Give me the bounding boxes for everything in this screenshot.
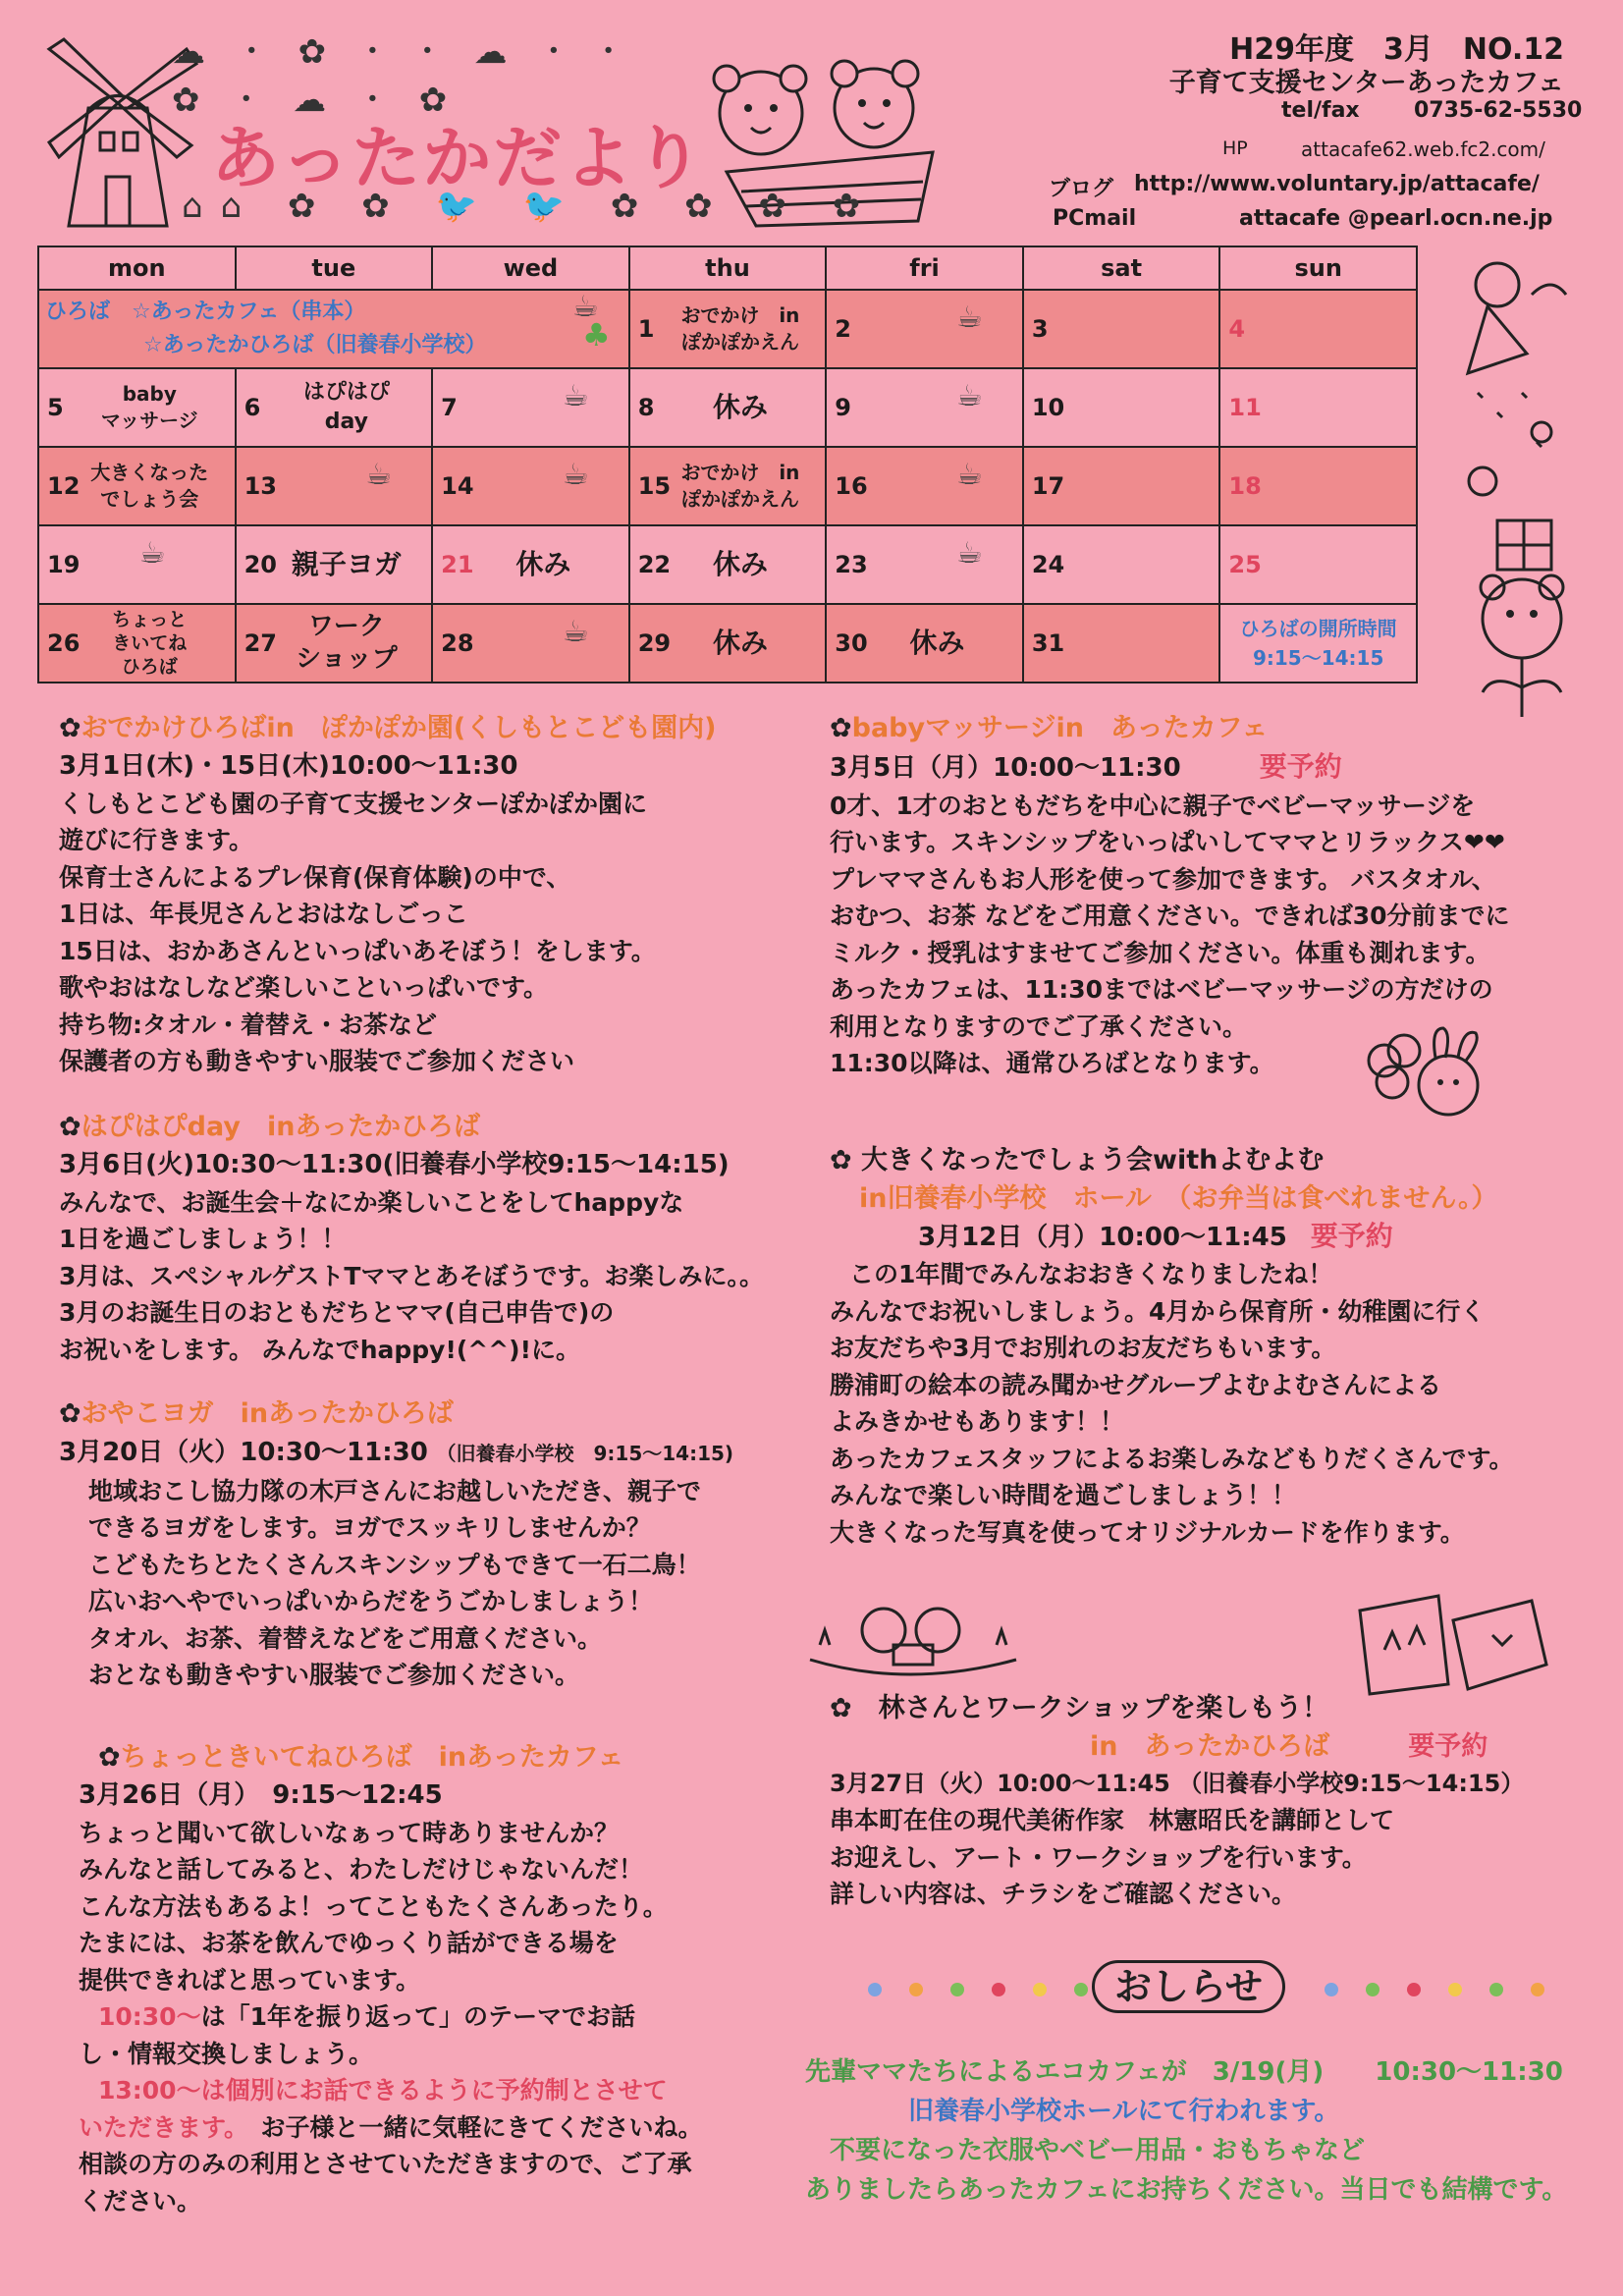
body-line: おむつ、お茶 などをご用意ください。できれば30分前までに — [830, 902, 1510, 930]
calendar-day — [1219, 525, 1417, 604]
body-line: こどもたちとたくさんスキンシップもできて一石二鳥！ — [88, 1550, 701, 1579]
day-event: ワーク ショップ — [296, 612, 398, 674]
calendar-day — [1219, 290, 1417, 368]
body-line: 3月は、スペシャルゲストTママとあそぼうです。お楽しみに。。 — [59, 1261, 764, 1290]
day-number: 29 — [637, 629, 672, 657]
calendar-day — [826, 525, 1023, 604]
body-line: 大きくなった写真を使ってオリジナルカードを作ります。 — [830, 1517, 1465, 1547]
event-date: 3月6日(火)10:30～11:30(旧養春小学校9:15～14:15) — [59, 1150, 730, 1179]
cup-icon: ☕ — [562, 379, 589, 413]
calendar-day — [432, 604, 629, 683]
body-line: 提供できればと思っています。 — [79, 1965, 421, 1995]
event-date: 3月5日（月）10:00～11:30 — [830, 753, 1181, 783]
calendar-week-3 — [38, 447, 1417, 525]
cup-icon: ☕ — [562, 458, 589, 492]
calendar-week-1 — [38, 290, 1417, 368]
clouds-decoration: ☁ ･ ✿ ･ ･ ☁ ･ ･ ✿ ･ ☁ ･ ✿ — [172, 32, 631, 120]
flower-icon: ✿ — [830, 713, 852, 743]
section-yoga — [59, 1394, 805, 1694]
notice-line: 不要になった衣服やベビー用品・おもちゃなど — [830, 2136, 1365, 2165]
day-number: 19 — [47, 551, 81, 578]
calendar-day — [38, 447, 236, 525]
issue-number: H29年度 3月 NO.12 — [1229, 32, 1564, 67]
section-notice — [805, 2052, 1591, 2210]
day-event: 休み — [712, 391, 768, 423]
section-title — [59, 709, 805, 748]
body-line: し・情報交換しましょう。 — [79, 2039, 374, 2068]
day-number: 21 — [441, 551, 474, 578]
cup-icon: ☕ — [955, 301, 983, 335]
section-hayashi — [830, 1689, 1596, 1913]
body-line: 利用となりますのでご了承ください。 — [830, 1011, 1248, 1041]
body-line: この1年間でみんなおおきくなりましたね！ — [849, 1260, 1333, 1288]
blog-label: ブログ — [1049, 177, 1114, 201]
day-number: 17 — [1031, 472, 1065, 500]
body-line: あったカフェは、11:30まではベビーマッサージの方だけの — [830, 975, 1493, 1004]
blog-url[interactable]: http://www.voluntary.jp/attacafe/ — [1134, 172, 1540, 196]
calendar-day — [38, 368, 236, 447]
subtitle-in: in — [1090, 1731, 1118, 1762]
title-part-a: はぴはぴday in — [81, 1112, 296, 1142]
time-1030: 10:30～ — [98, 2002, 201, 2031]
section-title — [830, 1141, 1596, 1180]
section-odekake — [59, 709, 805, 1080]
body-line: 3月のお誕生日のおともだちとママ(自己申告で)の — [59, 1298, 615, 1327]
reservation-badge: 要予約 — [1408, 1731, 1488, 1762]
event-date: 3月27日（火）10:00～11:45 （旧養春小学校9:15～14:15） — [830, 1769, 1525, 1797]
body-line: 広いおへやでいっぱいからだをうごかしましょう！ — [88, 1587, 654, 1615]
day-number: 9 — [835, 394, 851, 421]
notice-line: 先輩ママたちによるエコカフェが — [805, 2057, 1187, 2087]
time-1300-cont: いただきます。 — [79, 2112, 237, 2142]
flower-icon: ✿ — [59, 1112, 81, 1142]
day-number: 5 — [47, 394, 64, 421]
body-line: 行います。スキンシップをいっぱいしてママとリラックス❤❤ — [830, 828, 1505, 856]
day-event: 休み — [712, 627, 768, 659]
rabbit-clover-illustration — [1355, 1021, 1492, 1133]
event-date-note: （旧養春小学校 9:15～14:15) — [436, 1442, 734, 1465]
day-number: 22 — [637, 551, 672, 578]
day-number: 13 — [243, 472, 277, 500]
calendar-day — [1023, 525, 1220, 604]
calendar-day — [236, 447, 433, 525]
day-header-wed: wed — [432, 246, 629, 290]
day-number: 4 — [1228, 315, 1246, 343]
day-event: 大きくなった でしょう会 — [90, 461, 209, 511]
calendar-day — [432, 525, 629, 604]
body-line: お友だちや3月でお別れのお友だちもいます。 — [830, 1334, 1336, 1362]
body-line: 持ち物:タオル・着替え・お茶など — [59, 1010, 437, 1039]
body-line: 串本町在住の現代美術作家 林憲昭氏を講師として — [830, 1806, 1395, 1834]
day-number: 30 — [835, 629, 868, 657]
day-number: 20 — [243, 551, 277, 578]
body-line: 詳しい内容は、チラシをご確認ください。 — [830, 1880, 1297, 1908]
body-line: お子様と一緒に気軽にきてくださいね。 — [260, 2112, 703, 2142]
calendar-day — [629, 368, 827, 447]
calendar-day — [1023, 290, 1220, 368]
body-line: みんなと話してみると、わたしだけじゃないんだ！ — [79, 1855, 644, 1884]
section-title — [59, 1108, 805, 1147]
dots-decoration-left — [854, 1982, 1102, 2000]
notice-line: 旧養春小学校ホールにて行われます。 — [908, 2097, 1340, 2126]
event-date: 3月26日（月） 9:15～12:45 — [79, 1780, 443, 1810]
body-line: 勝浦町の絵本の読み聞かせグループよむよむさんによる — [830, 1370, 1442, 1399]
day-number: 2 — [835, 315, 851, 343]
body-line: 遊びに行きます。 — [59, 826, 254, 854]
day-number: 27 — [243, 629, 277, 657]
day-number: 3 — [1031, 315, 1049, 343]
title-part-b: ぽかぽか園(くしもとこども園内) — [320, 713, 717, 743]
calendar-day — [629, 525, 827, 604]
mail-address[interactable]: attacafe @pearl.ocn.ne.jp — [1239, 206, 1553, 231]
day-event: ちょっと きいてね ひろば — [112, 609, 188, 678]
reservation-badge: 要予約 — [1259, 750, 1342, 783]
body-line: 15日は、おかあさんといっぱいあそぼう！をします。 — [59, 936, 656, 965]
title-part-b: あったかひろば — [268, 1398, 454, 1429]
body-line: みんなで、お誕生会＋なにか楽しいことをしてhappyな — [59, 1187, 684, 1217]
section-title — [59, 1394, 805, 1434]
calendar-day — [38, 525, 236, 604]
notice-line: ありましたらあったカフェにお持ちください。当日でも結構です。 — [805, 2175, 1568, 2205]
body-line: こんな方法もあるよ！ってこともたくさんあったり。 — [79, 1891, 668, 1921]
day-event: baby マッサージ — [100, 382, 198, 432]
body-line: 11:30以降は、通常ひろばとなります。 — [830, 1049, 1274, 1077]
cup-icon: ☕ — [955, 536, 983, 571]
body-line: みんなでお祝いしましょう。4月から保育所・幼稚園に行く — [830, 1296, 1486, 1326]
hp-label: HP — [1222, 137, 1248, 159]
flower-bear-illustration — [1443, 462, 1591, 731]
title-part-b: あったかひろば — [295, 1112, 481, 1142]
section-subtitle: in旧養春小学校 ホール （お弁当は食べれません。） — [859, 1183, 1498, 1214]
day-number: 11 — [1228, 394, 1262, 421]
section-title — [79, 1738, 825, 1777]
cup-icon: ☕ — [138, 536, 166, 571]
children-flowers-illustration — [800, 1591, 1026, 1683]
hp-url[interactable]: attacafe62.web.fc2.com/ — [1301, 137, 1545, 161]
day-number: 14 — [441, 472, 474, 500]
day-number: 24 — [1031, 551, 1065, 578]
day-header-tue: tue — [236, 246, 433, 290]
event-date: 3月1日(木)・15日(木)10:00～11:30 — [59, 751, 518, 781]
tel-label: tel/fax — [1281, 98, 1360, 123]
day-event: おでかけ in ぽかぽかえん — [680, 303, 800, 354]
calendar-day — [236, 604, 433, 683]
mail-label: PCmail — [1053, 206, 1137, 231]
newsletter-title: あったかだより — [211, 118, 706, 198]
cup-icon: ☕ — [571, 290, 599, 324]
day-number: 7 — [441, 394, 458, 421]
calendar-day — [1219, 368, 1417, 447]
body-line: 保育士さんによるプレ保育(保育体験)の中で、 — [59, 862, 571, 892]
hours-title: ひろばの開所時間 — [1239, 617, 1397, 640]
day-number: 16 — [835, 472, 868, 500]
calendar-day — [826, 447, 1023, 525]
day-number: 12 — [47, 472, 81, 500]
body-line: できるヨガをします。ヨガでスッキリしませんか？ — [88, 1513, 651, 1542]
hours-value: 9:15～14:15 — [1252, 646, 1384, 670]
day-header-fri: fri — [826, 246, 1023, 290]
reservation-badge: 要予約 — [1310, 1219, 1393, 1252]
event-date: 3月20日（火）10:30～11:30 — [59, 1438, 428, 1467]
day-header-sat: sat — [1023, 246, 1220, 290]
calendar-week-4 — [38, 525, 1417, 604]
day-header-sun: sun — [1219, 246, 1417, 290]
calendar-table — [37, 246, 1418, 683]
calendar-day — [629, 290, 827, 368]
section-ookiku — [830, 1141, 1596, 1551]
calendar-day — [1219, 447, 1417, 525]
day-number: 6 — [243, 394, 261, 421]
body-line: たまには、お茶を飲んでゆっくり話ができる場を — [79, 1929, 619, 1957]
day-number: 1 — [637, 315, 655, 343]
day-number: 31 — [1031, 629, 1065, 657]
calendar-day — [38, 604, 236, 683]
body-line: みんなで楽しい時間を過ごしましょう！！ — [830, 1481, 1297, 1509]
calendar-day — [1023, 447, 1220, 525]
day-event: 休み — [515, 548, 571, 580]
day-event: 休み — [909, 627, 965, 659]
calendar-header-row — [38, 246, 1417, 290]
flower-icon: ✿ — [830, 1693, 852, 1723]
body-line: プレママさんもお人形を使って参加できます。 バスタオル、 — [830, 864, 1496, 894]
flower-icon: ✿ — [98, 1742, 121, 1773]
title-part-a: おやこヨガ in — [81, 1398, 269, 1429]
notice-badge: おしらせ — [1092, 1960, 1285, 2013]
flower-icon: ✿ — [59, 1398, 81, 1429]
legend-line-2: ☆あったかひろば（旧養春小学校） — [143, 333, 487, 357]
tel-number: 0735-62-5530 — [1414, 98, 1583, 123]
flower-icon: ✿ — [830, 1145, 852, 1175]
section-title — [830, 1689, 1596, 1728]
body-line: お迎えし、アート・ワークショップを行います。 — [830, 1842, 1367, 1872]
calendar-day — [629, 604, 827, 683]
notice-badge-wrap — [1092, 1956, 1285, 2010]
day-number: 8 — [637, 394, 655, 421]
notice-date: 3/19(月) — [1212, 2057, 1325, 2087]
body-line: あったカフェスタッフによるお楽しみなどもりだくさんです。 — [830, 1444, 1514, 1473]
title-part-b: あったカフェ — [466, 1742, 624, 1773]
title-text: 大きくなったでしょう会withよむよむ — [861, 1145, 1325, 1175]
subtitle-place: あったかひろば — [1144, 1731, 1330, 1762]
day-number: 25 — [1228, 551, 1262, 578]
calendar-day — [826, 604, 1023, 683]
hiroba-legend-cell — [38, 290, 629, 368]
title-part-b: あったカフェ — [1109, 713, 1269, 743]
title-part-a: おでかけひろばin — [81, 713, 295, 743]
cup-icon: ☕ — [955, 379, 983, 413]
calendar-day — [1023, 604, 1220, 683]
body-line: 1日を過ごしましょう！！ — [59, 1225, 347, 1253]
section-chotto — [79, 1738, 825, 2219]
title-part-a: babyマッサージin — [851, 713, 1084, 743]
section-hapihapi — [59, 1108, 805, 1368]
time-1300: 13:00～は個別にお話できるように予約制とさせて — [98, 2076, 668, 2105]
body-line: 歌やおはなしなど楽しいこといっぱいです。 — [59, 973, 549, 1002]
cup-icon: ☕ — [365, 458, 393, 492]
legend-line-1: ひろば ☆あったカフェ（串本） — [45, 300, 366, 324]
day-event: おでかけ in ぽかぽかえん — [680, 461, 800, 511]
flower-icon: ✿ — [59, 713, 81, 743]
calendar-day — [629, 447, 827, 525]
calendar-week-5 — [38, 604, 1417, 683]
body-line: ミルク・授乳はすませてご参加ください。体重も測れます。 — [830, 938, 1490, 967]
calendar-day — [826, 368, 1023, 447]
body-line: 0才、1才のおともだちを中心に親子でベビーマッサージを — [830, 791, 1476, 820]
cards-illustration — [1355, 1591, 1551, 1703]
body-line: ください。 — [79, 2186, 202, 2215]
hours-cell — [1219, 604, 1417, 683]
day-number: 23 — [835, 551, 868, 578]
body-line: タオル、お茶、着替えなどをご用意ください。 — [88, 1623, 603, 1653]
calendar-day — [826, 290, 1023, 368]
body-line: よみきかせもあります！！ — [830, 1407, 1125, 1436]
calendar-day — [1023, 368, 1220, 447]
notice-time: 10:30～11:30 — [1375, 2057, 1563, 2087]
calendar-day — [432, 368, 629, 447]
org-name: 子育て支援センターあったカフェ — [1168, 68, 1564, 98]
day-event: はぴはぴ day — [302, 380, 390, 434]
body-line: 相談の方のみの利用とさせていただきますので、ご了承 — [79, 2150, 692, 2178]
event-date: 3月12日（月）10:00～11:45 — [918, 1222, 1287, 1252]
body-line: 保護者の方も動きやすい服装でご参加ください — [59, 1047, 575, 1075]
calendar-day — [236, 525, 433, 604]
day-number: 10 — [1031, 394, 1065, 421]
day-number: 18 — [1228, 472, 1262, 500]
body-line: くしもとこども園の子育て支援センターぽかぽか園に — [59, 789, 648, 818]
day-event: 親子ヨガ — [291, 548, 402, 580]
body-line: ちょっと聞いて欲しいなぁって時ありませんか？ — [79, 1818, 620, 1847]
dots-decoration-right — [1311, 1982, 1558, 2000]
body-line: 1日は、年長児さんとおはなしごっこ — [59, 900, 468, 928]
fairy-illustration — [1438, 246, 1586, 465]
day-number: 15 — [637, 472, 672, 500]
calendar-day — [432, 447, 629, 525]
day-header-mon: mon — [38, 246, 236, 290]
day-event: 休み — [712, 548, 768, 580]
day-number: 26 — [47, 629, 81, 657]
body-line: は「1年を振り返って」のテーマでお話 — [200, 2002, 635, 2031]
day-number: 28 — [441, 629, 474, 657]
clover-icon: ♣ — [582, 316, 611, 354]
calendar-week-2 — [38, 368, 1417, 447]
fence-birds-decoration: ⌂⌂ ✿ ✿ 🐦 🐦 ✿ ✿ ✿ ✿ — [182, 187, 879, 226]
title-text: 林さんとワークショップを楽しもう！ — [878, 1693, 1329, 1723]
section-title — [830, 709, 1576, 748]
day-header-thu: thu — [629, 246, 827, 290]
calendar-day — [236, 368, 433, 447]
body-line: おとなも動きやすい服装でご参加ください。 — [88, 1661, 580, 1689]
cup-icon: ☕ — [955, 458, 983, 492]
cup-icon: ☕ — [562, 615, 589, 649]
title-part-a: ちょっときいてねひろば in — [120, 1742, 467, 1773]
body-line: 地域おこし協力隊の木戸さんにお越しいただき、親子で — [88, 1476, 702, 1505]
body-line: お祝いをします。 みんなでhappy!(^^)!に。 — [59, 1335, 581, 1364]
